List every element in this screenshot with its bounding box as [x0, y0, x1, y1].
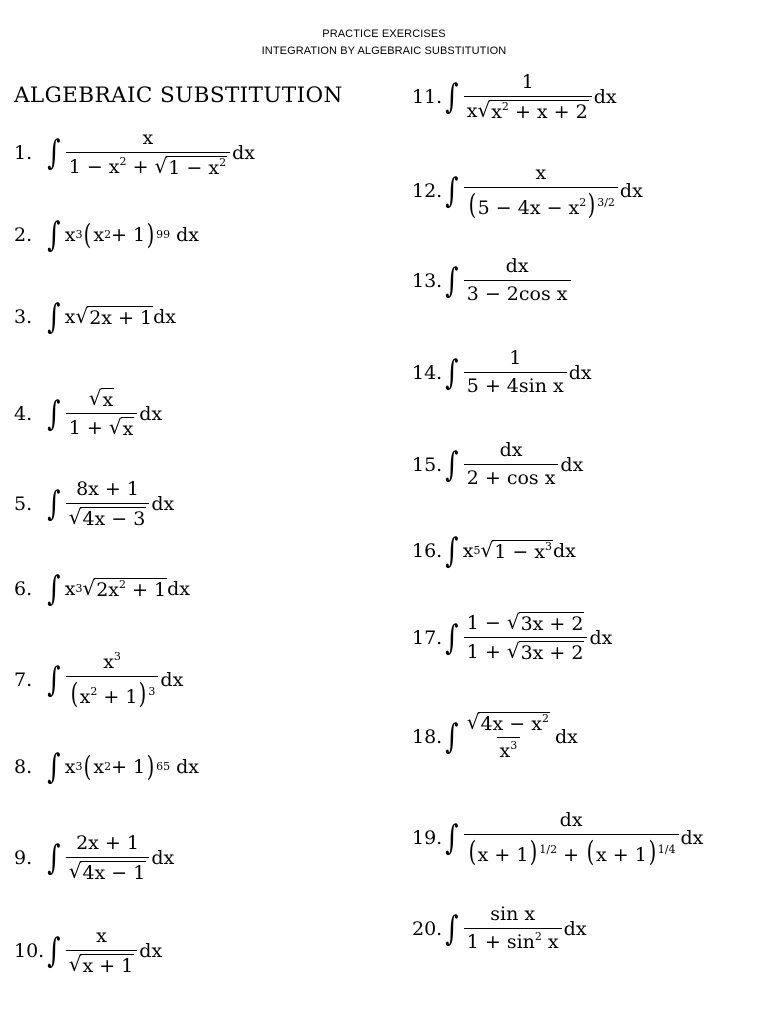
problem-2: 2. ∫ x 3 ( x 2 + 1 ) 99 dx: [14, 215, 200, 255]
problem-17: 17. ∫ 1 − √ 3x + 2 1 + √ 3x + 2 dx: [412, 610, 613, 664]
problem-16: 16. ∫ x 5 √ $1 - x^3$ dx: [412, 531, 576, 571]
problem-4: 4. ∫ √ x 1 + √ x dx: [14, 386, 163, 440]
problem-14: 14. ∫ $\frac{1}{\text{5 + 4sin x}}$ dx: [412, 347, 592, 397]
problem-15: 15. ∫ $\frac{dx}{\text{2 + cos x}}$ dx: [412, 439, 584, 489]
problem-13: 13. ∫ $\frac{dx}{\text{3 − 2cos x}}$: [412, 256, 572, 306]
problem-18: 18. ∫ √ $4x - x^2$ $x^3$ dx: [412, 710, 578, 762]
header-line-2: INTEGRATION BY ALGEBRAIC SUBSTITUTION: [261, 45, 507, 57]
problem-8: 8. ∫ x 3 ( x 2 + 1 ) 65 dx: [14, 747, 200, 787]
problem-1: 1. ∫ x $1 - x^2$ + √ $1 - x^2$ dx: [14, 127, 255, 179]
problem-11: 11. ∫ 1 x √ $x^2 + x + 2$ dx: [412, 71, 617, 123]
problem-12: 12. ∫ $\frac{x}{(5 - 4x - x^2) ^{3/2}}$ dx: [412, 162, 643, 221]
problem-7: 7. ∫ $\frac{x^3}{(x^2 + 1) ^3}$ dx: [14, 650, 184, 710]
problem-6: 6. ∫ x 3 √ $2x^2 + 1$ dx: [14, 569, 190, 609]
section-title: ALGEBRAIC SUBSTITUTION: [14, 83, 343, 108]
problem-19: 19. ∫ $\frac{dx}{(x + 1) ^{1/2} + (x + 1) ^{1/4}}$ dx: [412, 809, 704, 868]
problem-20: 20. ∫ $\frac{\text{sin x}}{1 + \sin^2 x}$ dx: [412, 903, 587, 953]
header-line-1: PRACTICE EXERCISES: [322, 28, 446, 40]
problem-3: 3. ∫ x √ 2x + 1 dx: [14, 297, 176, 337]
problem-9: 9. ∫ 2x + 1 √ 4x − 1 dx: [14, 832, 175, 884]
problem-5: 5. ∫ 8x + 1 √ 4x − 3 dx: [14, 478, 175, 530]
problem-10: 10. ∫ x √ x + 1 dx: [14, 925, 163, 977]
